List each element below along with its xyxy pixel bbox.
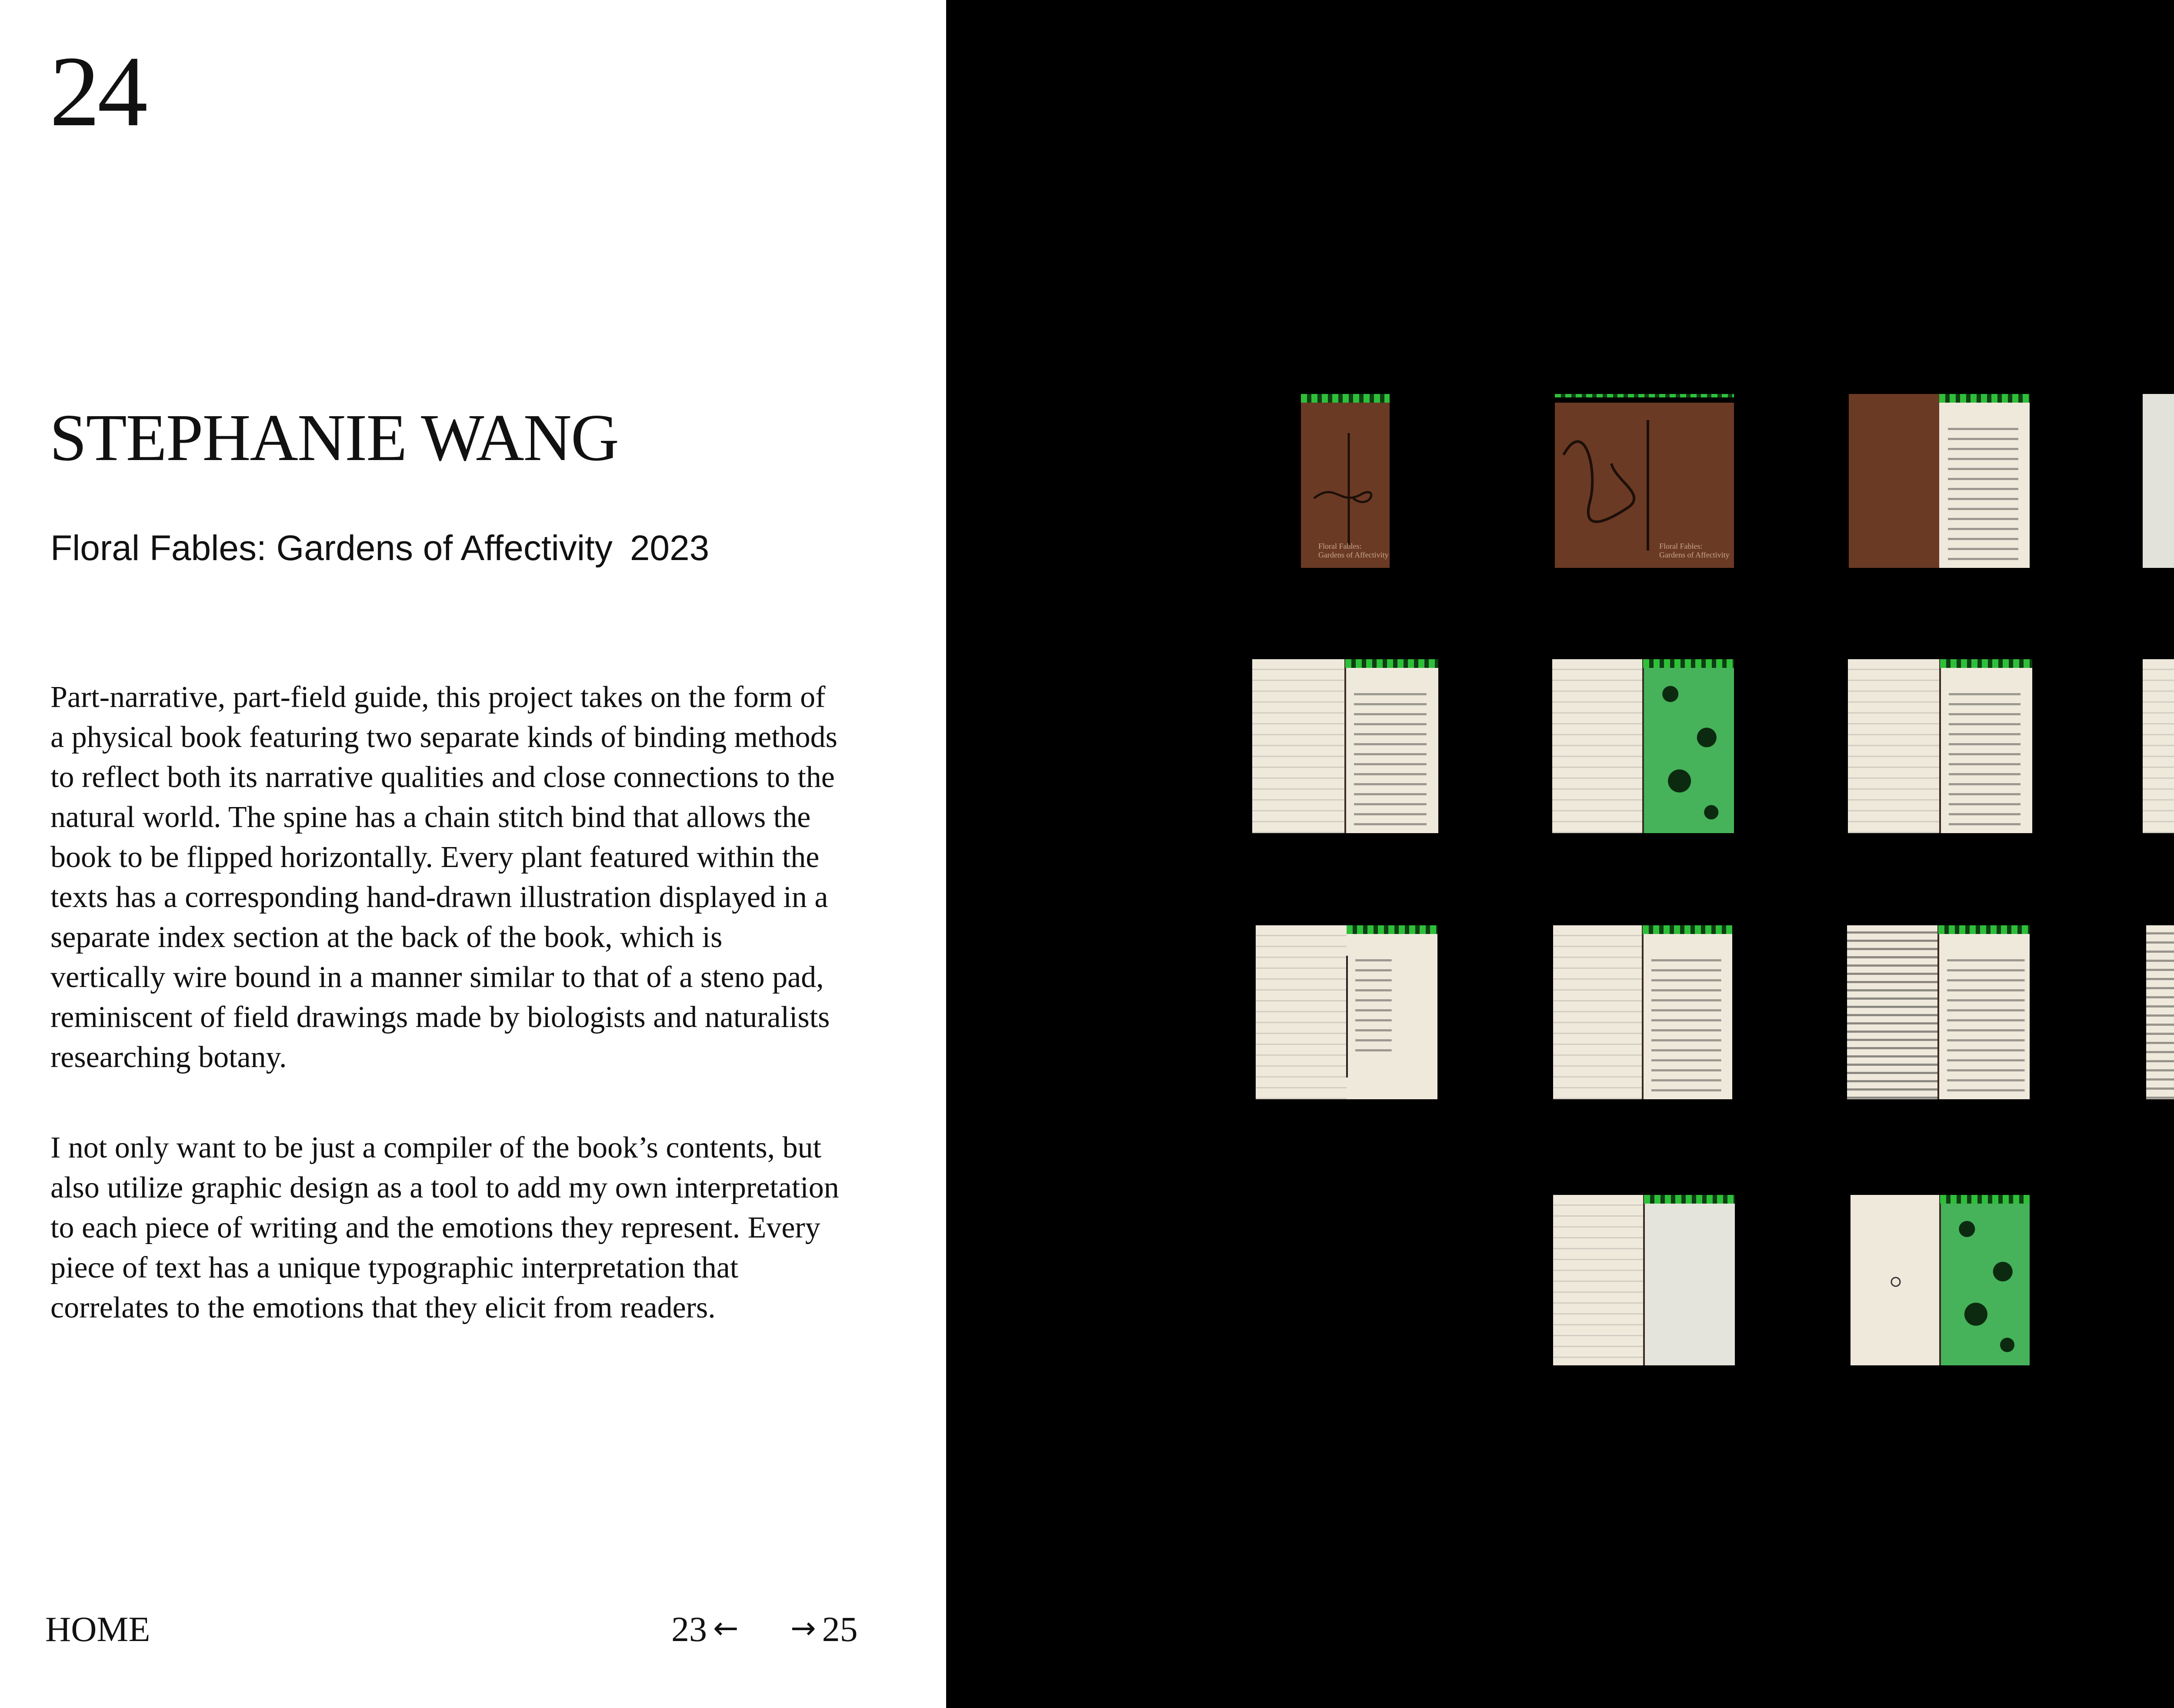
gallery-thumbnail-cover-front[interactable]: [1301, 394, 1390, 568]
cover-title: [1318, 542, 1389, 559]
gallery-thumbnail-cover-spread[interactable]: [1555, 394, 1734, 568]
book-page-left: [2146, 925, 2174, 1099]
book-page-left: [1848, 659, 1940, 833]
spiral-binding: [1940, 659, 2032, 668]
book-page-left: [2143, 659, 2174, 833]
project-title: Floral Fables: Gardens of Affectivity: [50, 528, 613, 568]
illustration-page: [1643, 659, 1734, 833]
book-page-left: [1252, 659, 1345, 833]
book-page-right: [1939, 394, 2030, 568]
cover-title-line-2: Gardens of Affectivity: [1318, 550, 1389, 559]
arrow-right-icon: →: [790, 1610, 816, 1646]
book-page-right: [1938, 925, 2030, 1099]
home-link[interactable]: HOME: [45, 1609, 150, 1649]
gallery-panel: [946, 0, 2174, 1708]
book-page-right: [1643, 925, 1732, 1099]
spiral-binding: [1643, 659, 1734, 668]
book-page-right: [1345, 659, 1438, 833]
book-page-left: [1847, 925, 1938, 1099]
book-page-left: [1553, 1195, 1644, 1365]
previous-project-number: 23: [671, 1609, 707, 1649]
project-year: 2023: [630, 528, 710, 568]
book-spine: [1642, 925, 1644, 1099]
gallery-thumbnail-spread[interactable]: [1849, 394, 2030, 568]
book-page-left: [2143, 394, 2174, 568]
gallery-thumbnail-spread[interactable]: [1851, 1195, 2030, 1365]
gallery-thumbnail-spread[interactable]: [2146, 925, 2174, 1099]
bottom-navigation: [0, 1609, 946, 1661]
gallery-thumbnail-spread[interactable]: [1252, 659, 1438, 833]
description-paragraph-2: I not only want to be just a compiler of the book’s contents, but also utilize graphic design as a tool to add my own interpretation to each piece of writing and the emotions they represent. Every piece of text has a unique typographic interpretation that correlates to the emotions that they elicit from readers.: [50, 1131, 839, 1324]
book-page-left: [1552, 659, 1643, 833]
timeline-diagram: [1256, 925, 1437, 1099]
spiral-binding: [1347, 925, 1437, 934]
next-project-number: 25: [822, 1609, 858, 1649]
gallery-thumbnail-spread[interactable]: [2143, 394, 2174, 568]
designer-name: STEPHANIE WANG: [50, 401, 619, 475]
spiral-binding: [1345, 659, 1438, 668]
book-page-right: [1644, 1195, 1735, 1365]
next-project-link[interactable]: [790, 1609, 858, 1650]
book-spine: [1643, 1195, 1645, 1365]
gallery-thumbnail-spread[interactable]: [1848, 659, 2032, 833]
cover-title-line-1: Floral Fables:: [1318, 542, 1362, 550]
book-page-right: [1940, 659, 2032, 833]
spiral-binding: [1938, 925, 2030, 934]
cover-title-line-1: Floral Fables:: [1659, 542, 1703, 550]
book-spine: [1939, 659, 1941, 833]
spiral-binding: [1939, 394, 2030, 403]
project-number: 24: [50, 36, 145, 147]
spiral-binding: [1644, 1195, 1735, 1204]
book-spine: [1937, 925, 1939, 1099]
flower-mark-icon: [1851, 1195, 2030, 1365]
gallery-thumbnail-spread[interactable]: [1553, 925, 1732, 1099]
book-spine: [1642, 659, 1644, 833]
spiral-binding: [1940, 1195, 2030, 1204]
gallery-thumbnail-spread[interactable]: [1553, 1195, 1735, 1365]
gallery-thumbnail-spread[interactable]: [1847, 925, 2030, 1099]
gallery-thumbnail-spread[interactable]: [1552, 659, 1734, 833]
arrow-left-icon: ←: [713, 1610, 739, 1646]
book-page-left: [1553, 925, 1643, 1099]
info-panel: [0, 0, 946, 1708]
previous-project-link[interactable]: [671, 1609, 739, 1650]
project-title-line: [50, 530, 709, 566]
gallery-thumbnail-spread[interactable]: [2143, 659, 2174, 833]
spiral-binding: [1643, 925, 1732, 934]
cover-title-line-2: Gardens of Affectivity: [1659, 550, 1730, 559]
cover-title: [1659, 542, 1730, 559]
description-paragraph-1: Part-narrative, part-field guide, this project takes on the form of a physical book featuring two separate kinds of binding methods to reflect both its narrative qualities and close connections to the natural world. The spine has a chain stitch bind that allows the book to be flipped horizontally. Every plant featured within the texts has a corresponding hand-drawn illustration displayed in a separate index section at the back of the book, which is vertically wire bound in a manner similar to that of a steno pad, reminiscent of field drawings made by biologists and naturalists researching botany.: [50, 681, 837, 1074]
book-page-left: [1849, 394, 1939, 568]
gallery-thumbnail-spread[interactable]: [1256, 925, 1437, 1099]
book-spine: [1344, 659, 1346, 833]
